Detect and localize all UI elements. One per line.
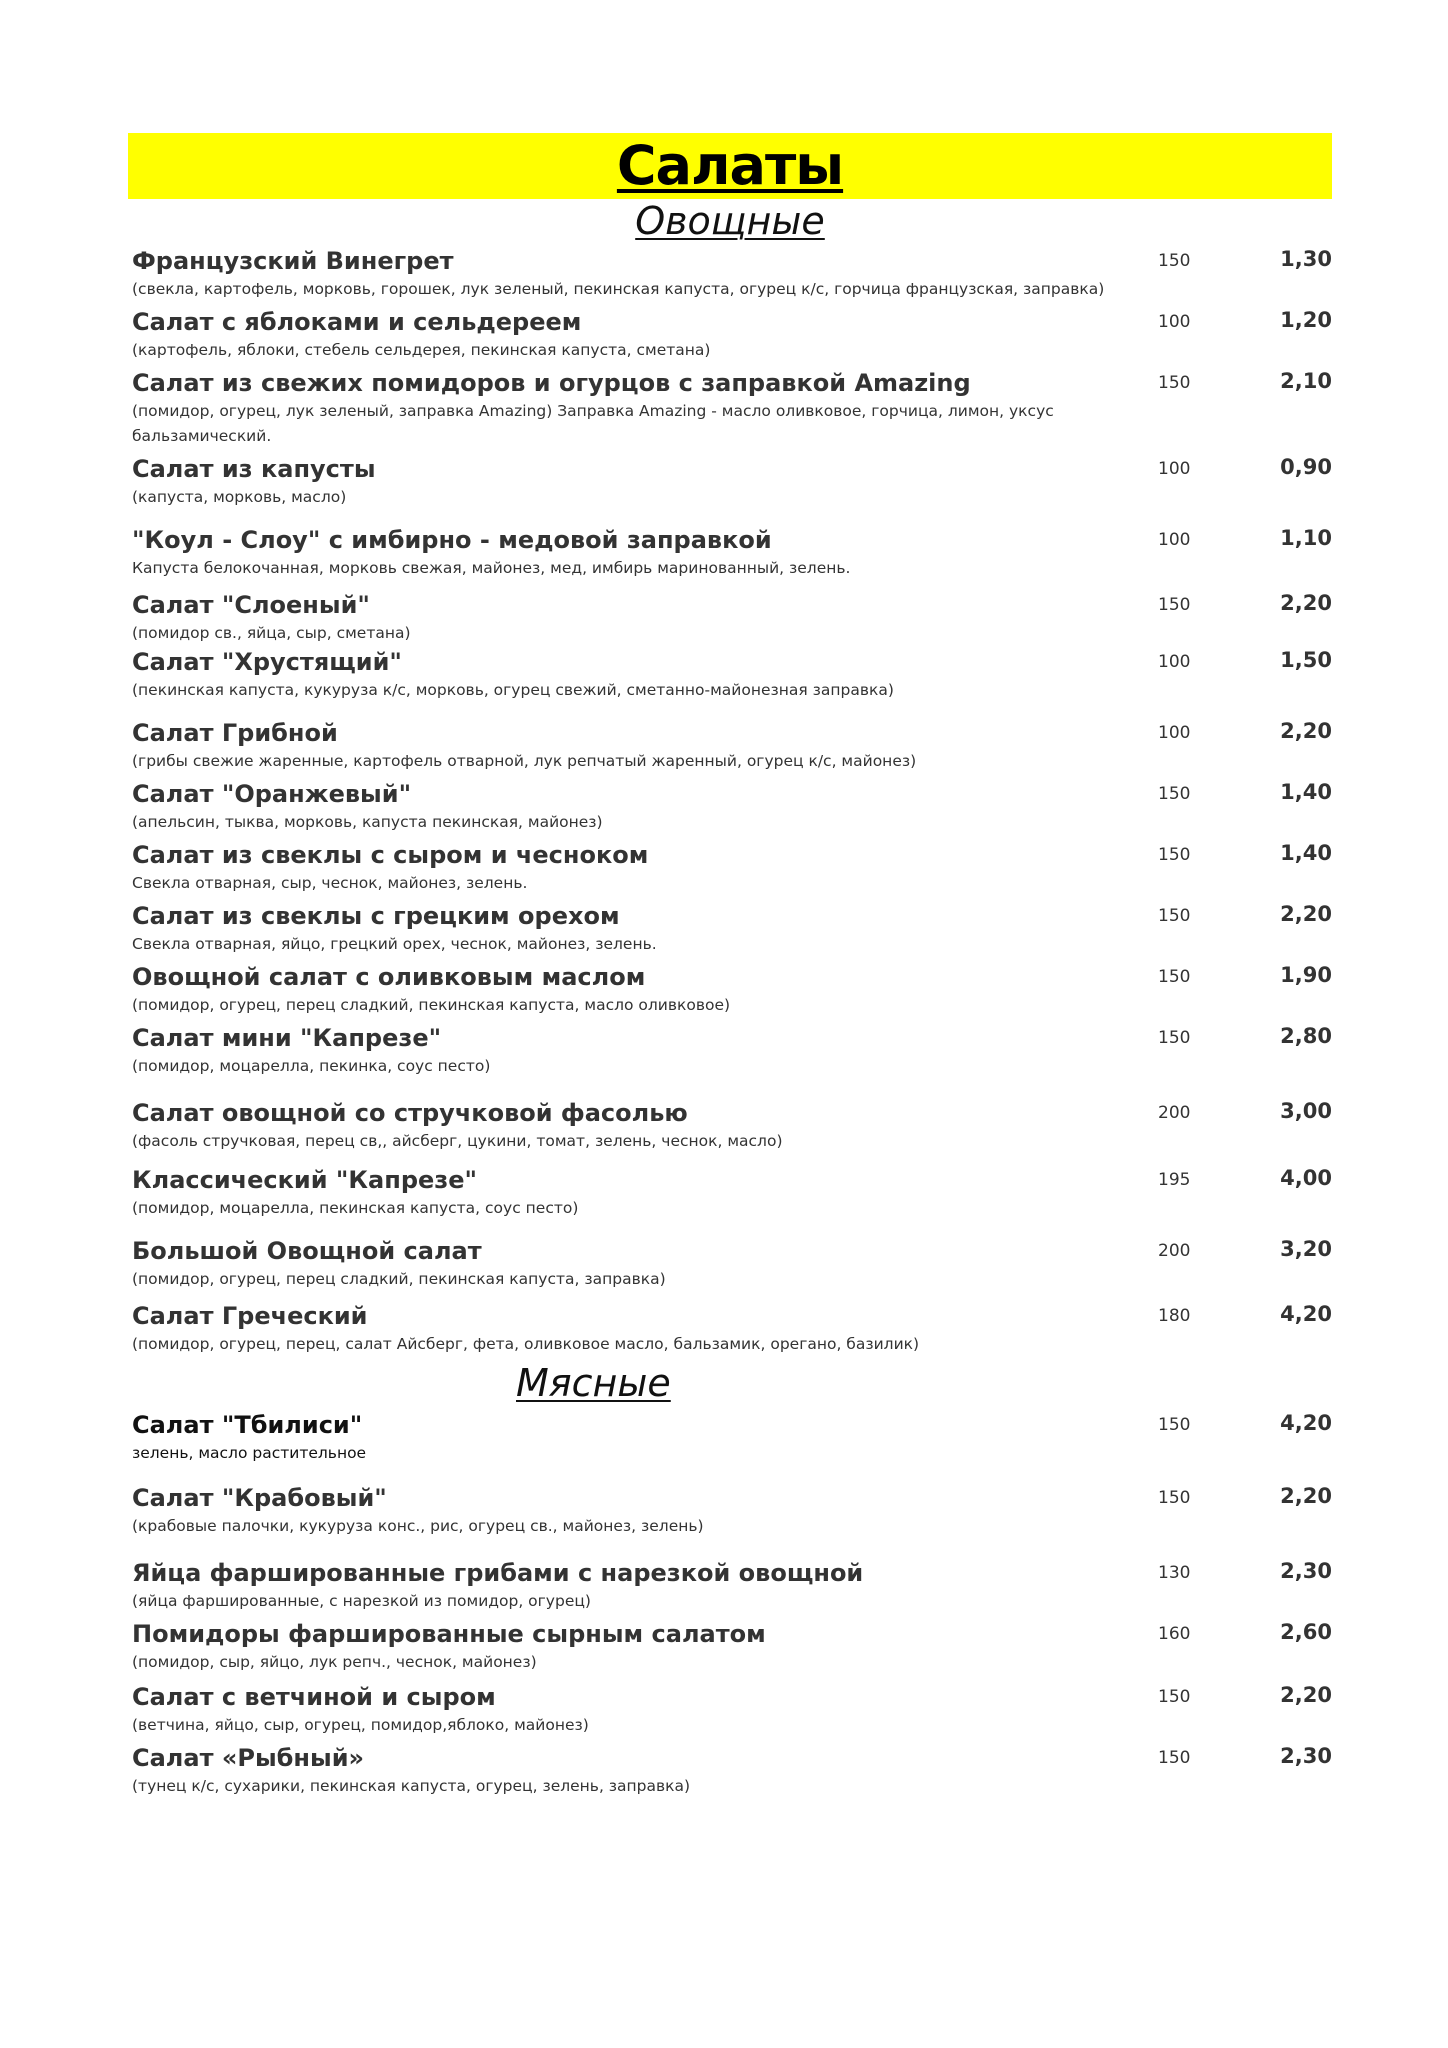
menu-item xyxy=(128,589,1332,646)
menu-item xyxy=(128,961,1332,1018)
item-description: (грибы свежие жаренные, картофель отварной, лук репчатый жаренный, огурец к/с, майонез) xyxy=(132,752,917,770)
item-weight: 150 xyxy=(1158,967,1191,987)
item-description: Свекла отварная, сыр, чеснок, майонез, зелень. xyxy=(132,874,528,892)
item-description: (ветчина, яйцо, сыр, огурец, помидор,яблоко, майонез) xyxy=(132,1716,589,1734)
item-price: 1,10 xyxy=(1280,526,1332,550)
item-name: Салат "Крабовый" xyxy=(132,1484,387,1512)
item-price: 2,20 xyxy=(1280,719,1332,743)
menu-item xyxy=(128,646,1332,703)
item-weight: 150 xyxy=(1158,1415,1191,1435)
item-price: 3,00 xyxy=(1280,1099,1332,1123)
menu-item xyxy=(128,1742,1332,1799)
item-name: Салат из свежих помидоров и огурцов с заправкой Amazing xyxy=(132,369,971,397)
item-description: (картофель, яблоки, стебель сельдерея, пекинская капуста, сметана) xyxy=(132,341,711,359)
item-description: (помидор, огурец, перец сладкий, пекинская капуста, заправка) xyxy=(132,1270,666,1288)
item-name: Салат "Оранжевый" xyxy=(132,780,412,808)
item-weight: 100 xyxy=(1158,530,1191,550)
item-price: 2,30 xyxy=(1280,1559,1332,1583)
item-description: (помидор, огурец, перец, салат Айсберг, фета, оливковое масло, бальзамик, орегано, базилик) xyxy=(132,1335,920,1353)
item-name: Салат из капусты xyxy=(132,455,376,483)
item-weight: 180 xyxy=(1158,1306,1191,1326)
vegetable-salads-list xyxy=(128,245,1332,1357)
menu-item xyxy=(128,1482,1332,1539)
item-weight: 150 xyxy=(1158,1028,1191,1048)
item-name: Помидоры фаршированные сырным салатом xyxy=(132,1620,766,1648)
item-price: 2,20 xyxy=(1280,902,1332,926)
item-price: 2,20 xyxy=(1280,591,1332,615)
item-price: 2,60 xyxy=(1280,1620,1332,1644)
item-description: (пекинская капуста, кукуруза к/с, морковь, огурец свежий, сметанно-майонезная заправка) xyxy=(132,681,894,699)
item-name: Салат из свеклы с сыром и чесноком xyxy=(132,841,649,869)
item-price: 4,20 xyxy=(1280,1411,1332,1435)
item-description: Капуста белокочанная, морковь свежая, майонез, мед, имбирь маринованный, зелень. xyxy=(132,559,851,577)
item-name: Салат с яблоками и сельдереем xyxy=(132,308,582,336)
item-weight: 195 xyxy=(1158,1170,1191,1190)
item-price: 2,10 xyxy=(1280,369,1332,393)
item-price: 1,40 xyxy=(1280,841,1332,865)
menu-item xyxy=(128,1300,1332,1357)
item-price: 1,50 xyxy=(1280,648,1332,672)
menu-item xyxy=(128,1681,1332,1738)
item-description: (тунец к/с, сухарики, пекинская капуста, огурец, зелень, заправка) xyxy=(132,1777,691,1795)
section-heading-vegetable: Овощные xyxy=(635,199,825,243)
item-name: Овощной салат с оливковым маслом xyxy=(132,963,646,991)
menu-item xyxy=(128,1097,1332,1154)
menu-item xyxy=(128,524,1332,581)
item-name: Салат Грибной xyxy=(132,719,338,747)
item-price: 2,80 xyxy=(1280,1024,1332,1048)
item-price: 1,40 xyxy=(1280,780,1332,804)
item-description: (капуста, морковь, масло) xyxy=(132,488,347,506)
item-name: Салат "Хрустящий" xyxy=(132,648,402,676)
item-name: Салат "Слоеный" xyxy=(132,591,370,619)
section-heading-meat: Мясные xyxy=(516,1361,671,1405)
item-price: 1,30 xyxy=(1280,247,1332,271)
page-title: Салаты xyxy=(616,134,844,197)
title-banner xyxy=(128,133,1332,199)
item-weight: 130 xyxy=(1158,1563,1191,1583)
item-price: 4,20 xyxy=(1280,1302,1332,1326)
item-description: (свекла, картофель, морковь, горошек, лук зеленый, пекинская капуста, огурец к/с, горчица французская, заправка) xyxy=(132,280,1105,298)
item-name: Салат Греческий xyxy=(132,1302,368,1330)
item-price: 1,90 xyxy=(1280,963,1332,987)
item-weight: 100 xyxy=(1158,459,1191,479)
item-description: (помидор, моцарелла, пекинская капуста, соус песто) xyxy=(132,1199,579,1217)
item-description: Свекла отварная, яйцо, грецкий орех, чеснок, майонез, зелень. xyxy=(132,935,657,953)
item-name: Яйца фаршированные грибами с нарезкой овощной xyxy=(132,1559,864,1587)
menu-item xyxy=(128,900,1332,957)
item-description: (помидор, огурец, лук зеленый, заправка Amazing) Заправка Amazing - масло оливковое, горчица, лимон, уксус бальзамический. xyxy=(132,402,1054,445)
item-description: (апельсин, тыква, морковь, капуста пекинская, майонез) xyxy=(132,813,603,831)
item-name: Салат с ветчиной и сыром xyxy=(132,1683,496,1711)
item-description: (помидор, сыр, яйцо, лук репч., чеснок, майонез) xyxy=(132,1653,537,1671)
menu-item xyxy=(128,453,1332,510)
item-weight: 150 xyxy=(1158,1687,1191,1707)
item-description: зелень, масло растительное xyxy=(132,1444,367,1462)
menu-item xyxy=(128,1557,1332,1614)
item-description: (помидор, моцарелла, пекинка, соус песто) xyxy=(132,1057,491,1075)
item-weight: 200 xyxy=(1158,1241,1191,1261)
item-weight: 100 xyxy=(1158,723,1191,743)
menu-item xyxy=(128,778,1332,835)
item-description: (фасоль стручковая, перец св,, айсберг, цукини, томат, зелень, чеснок, масло) xyxy=(132,1132,783,1150)
item-weight: 200 xyxy=(1158,1103,1191,1123)
menu-item xyxy=(128,717,1332,774)
item-price: 1,20 xyxy=(1280,308,1332,332)
item-weight: 150 xyxy=(1158,251,1191,271)
item-weight: 150 xyxy=(1158,906,1191,926)
menu-item xyxy=(128,1022,1332,1079)
item-weight: 150 xyxy=(1158,845,1191,865)
menu-item xyxy=(128,1618,1332,1675)
item-description: (яйца фаршированные, с нарезкой из помидор, огурец) xyxy=(132,1592,591,1610)
item-description: (помидор св., яйца, сыр, сметана) xyxy=(132,624,411,642)
item-weight: 100 xyxy=(1158,652,1191,672)
item-price: 2,20 xyxy=(1280,1484,1332,1508)
item-name: Салат мини "Капрезе" xyxy=(132,1024,442,1052)
item-name: Салат овощной со стручковой фасолью xyxy=(132,1099,688,1127)
item-name: Большой Овощной салат xyxy=(132,1237,482,1265)
meat-salads-list xyxy=(128,1409,1332,1799)
item-name: Французский Винегрет xyxy=(132,247,454,275)
item-name: "Коул - Слоу" с имбирно - медовой заправкой xyxy=(132,526,772,554)
item-weight: 150 xyxy=(1158,1748,1191,1768)
item-weight: 150 xyxy=(1158,784,1191,804)
item-name: Салат «Рыбный» xyxy=(132,1744,365,1772)
menu-item xyxy=(128,1409,1332,1466)
item-weight: 160 xyxy=(1158,1624,1191,1644)
item-price: 2,30 xyxy=(1280,1744,1332,1768)
menu-item xyxy=(128,1235,1332,1292)
item-price: 3,20 xyxy=(1280,1237,1332,1261)
item-description: (помидор, огурец, перец сладкий, пекинская капуста, масло оливковое) xyxy=(132,996,731,1014)
menu-item xyxy=(128,367,1332,449)
item-weight: 100 xyxy=(1158,312,1191,332)
item-price: 0,90 xyxy=(1280,455,1332,479)
item-price: 4,00 xyxy=(1280,1166,1332,1190)
item-name: Классический "Капрезе" xyxy=(132,1166,477,1194)
item-weight: 150 xyxy=(1158,373,1191,393)
item-weight: 150 xyxy=(1158,595,1191,615)
menu-item xyxy=(128,1164,1332,1221)
item-price: 2,20 xyxy=(1280,1683,1332,1707)
menu-item xyxy=(128,839,1332,896)
item-name: Салат из свеклы с грецким орехом xyxy=(132,902,620,930)
item-name: Салат "Тбилиси" xyxy=(132,1411,363,1439)
menu-item xyxy=(128,245,1332,302)
menu-item xyxy=(128,306,1332,363)
item-description: (крабовые палочки, кукуруза конс., рис, огурец св., майонез, зелень) xyxy=(132,1517,704,1535)
item-weight: 150 xyxy=(1158,1488,1191,1508)
menu-page xyxy=(128,133,1332,1799)
